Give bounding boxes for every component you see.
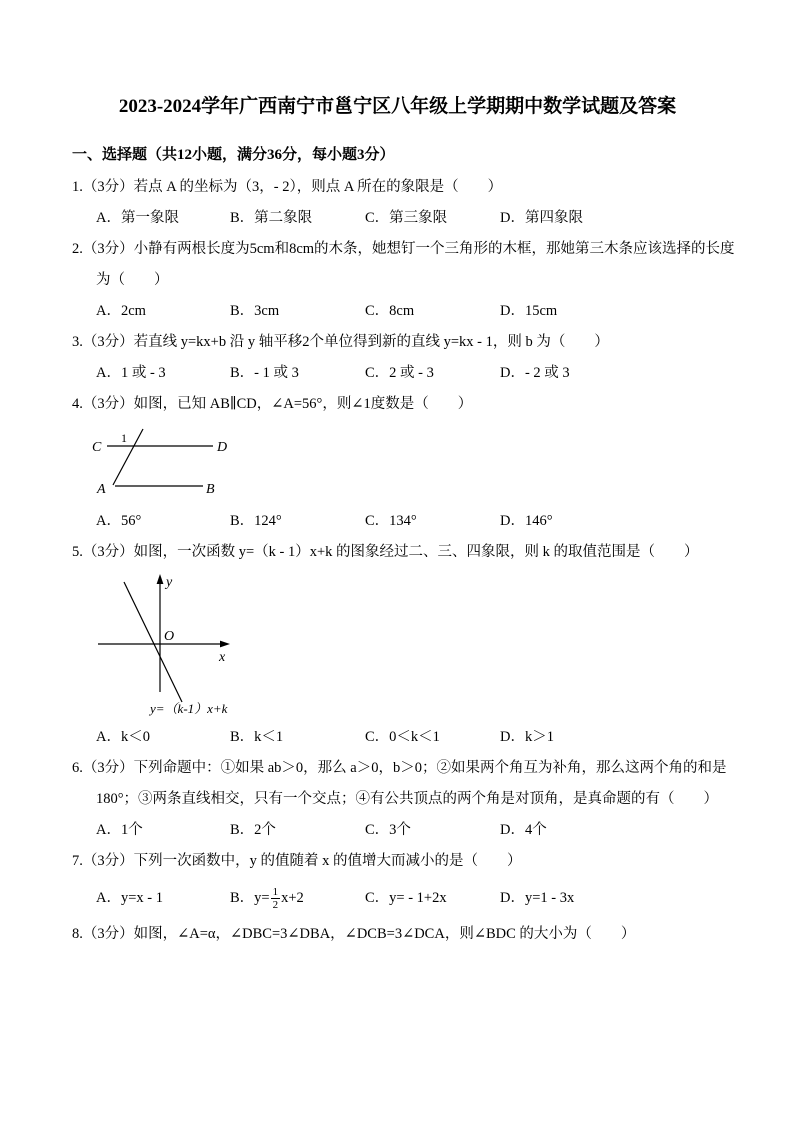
fraction-denominator: 2 bbox=[272, 899, 279, 912]
question-4-options bbox=[72, 506, 723, 537]
option-a: A．2cm bbox=[96, 303, 146, 319]
question-3-options bbox=[72, 358, 723, 389]
question-5-stem: 5.（3分）如图，一次函数 y=（k - 1）x+k 的图象经过二、三、四象限，则 k 的取值范围是（ ） bbox=[72, 544, 699, 560]
figure-label-d: D bbox=[217, 440, 228, 455]
transversal-line bbox=[113, 429, 143, 485]
option-b: B．k＜1 bbox=[230, 729, 284, 745]
option-c: C．3个 bbox=[365, 822, 411, 838]
question-1-options bbox=[72, 203, 723, 234]
option-a: A．第一象限 bbox=[96, 210, 179, 226]
option-c: C．0＜k＜1 bbox=[365, 729, 440, 745]
fraction-one-half bbox=[271, 886, 281, 912]
parallel-lines-figure bbox=[90, 424, 240, 504]
question-7-options bbox=[72, 877, 723, 919]
question-8 bbox=[72, 919, 723, 950]
option-b: B．124° bbox=[230, 513, 282, 529]
figure-label-c: C bbox=[92, 440, 102, 455]
option-b: B．3cm bbox=[230, 303, 280, 319]
option-a: A．k＜0 bbox=[96, 729, 150, 745]
page-title: 2023-2024学年广西南宁市邕宁区八年级上学期期中数学试题及答案 bbox=[118, 96, 677, 117]
option-c: C．2 或 - 3 bbox=[365, 365, 434, 381]
figure-label-x: x bbox=[219, 650, 226, 665]
question-1 bbox=[72, 172, 723, 234]
question-2-stem-continued: 为（ ） bbox=[96, 272, 169, 288]
option-a: A．56° bbox=[96, 513, 142, 529]
option-a: A．1 或 - 3 bbox=[96, 365, 166, 381]
question-6-stem-continued: 180°；③两条直线相交，只有一个交点；④有公共顶点的两个角是对顶角，是真命题的有（ ） bbox=[96, 791, 719, 807]
linear-function-graph bbox=[90, 572, 270, 720]
option-c: C．y= - 1+2x bbox=[365, 890, 447, 906]
option-d: D．第四象限 bbox=[500, 210, 583, 226]
option-b bbox=[230, 877, 365, 919]
fraction-numerator: 1 bbox=[272, 885, 279, 898]
question-6-stem: 6.（3分）下列命题中：①如果 ab＞0，那么 a＞0，b＞0；②如果两个角互为补角，那么这两个角的和是 bbox=[72, 760, 727, 776]
option-b: B．- 1 或 3 bbox=[230, 365, 299, 381]
figure-angle-1: 1 bbox=[121, 431, 127, 445]
option-d: D．y=1 - 3x bbox=[500, 890, 575, 906]
option-d: D．k＞1 bbox=[500, 729, 554, 745]
question-3 bbox=[72, 327, 723, 389]
question-2-options bbox=[72, 296, 723, 327]
question-2-stem: 2.（3分）小静有两根长度为5cm和8cm的木条，她想钉一个三角形的木框，那她第三木条应该选择的长度 bbox=[72, 241, 735, 257]
option-b-prefix: B．y= bbox=[230, 890, 270, 906]
question-5 bbox=[72, 537, 723, 753]
question-5-options bbox=[72, 722, 723, 753]
y-axis-arrow bbox=[157, 574, 164, 584]
section-heading: 一、选择题（共12小题，满分36分，每小题3分） bbox=[72, 147, 395, 163]
question-6-options bbox=[72, 815, 723, 846]
question-4-stem: 4.（3分）如图，已知 AB∥CD，∠A=56°，则∠1度数是（ ） bbox=[72, 396, 473, 412]
question-3-stem: 3.（3分）若直线 y=kx+b 沿 y 轴平移2个单位得到新的直线 y=kx - 1，则 b 为（ ） bbox=[72, 334, 609, 350]
figure-label-origin: O bbox=[164, 629, 175, 644]
question-7 bbox=[72, 846, 723, 919]
x-axis-arrow bbox=[220, 641, 230, 648]
question-2 bbox=[72, 234, 735, 327]
figure-label-y: y bbox=[166, 575, 173, 590]
option-d: D．- 2 或 3 bbox=[500, 365, 570, 381]
question-7-stem: 7.（3分）下列一次函数中，y 的值随着 x 的值增大而减小的是（ ） bbox=[72, 853, 522, 869]
question-6 bbox=[72, 753, 727, 846]
option-d: D．4个 bbox=[500, 822, 547, 838]
option-c: C．第三象限 bbox=[365, 210, 448, 226]
option-b: B．2个 bbox=[230, 822, 276, 838]
figure-label-a: A bbox=[97, 482, 106, 497]
option-c: C．134° bbox=[365, 513, 417, 529]
figure-label-b: B bbox=[206, 482, 215, 497]
option-c: C．8cm bbox=[365, 303, 415, 319]
option-b: B．第二象限 bbox=[230, 210, 313, 226]
option-a: A．y=x - 1 bbox=[96, 890, 163, 906]
question-8-stem: 8.（3分）如图，∠A=α，∠DBC=3∠DBA，∠DCB=3∠DCA，则∠BDC 的大小为（ ） bbox=[72, 926, 636, 942]
option-d: D．146° bbox=[500, 513, 553, 529]
question-4 bbox=[72, 389, 723, 537]
option-d: D．15cm bbox=[500, 303, 558, 319]
option-a: A．1个 bbox=[96, 822, 143, 838]
figure-equation-label: y=（k-1）x+k bbox=[150, 701, 228, 716]
option-b-suffix: x+2 bbox=[281, 890, 304, 906]
question-1-stem: 1.（3分）若点 A 的坐标为（3，- 2），则点 A 所在的象限是（ ） bbox=[72, 179, 503, 195]
